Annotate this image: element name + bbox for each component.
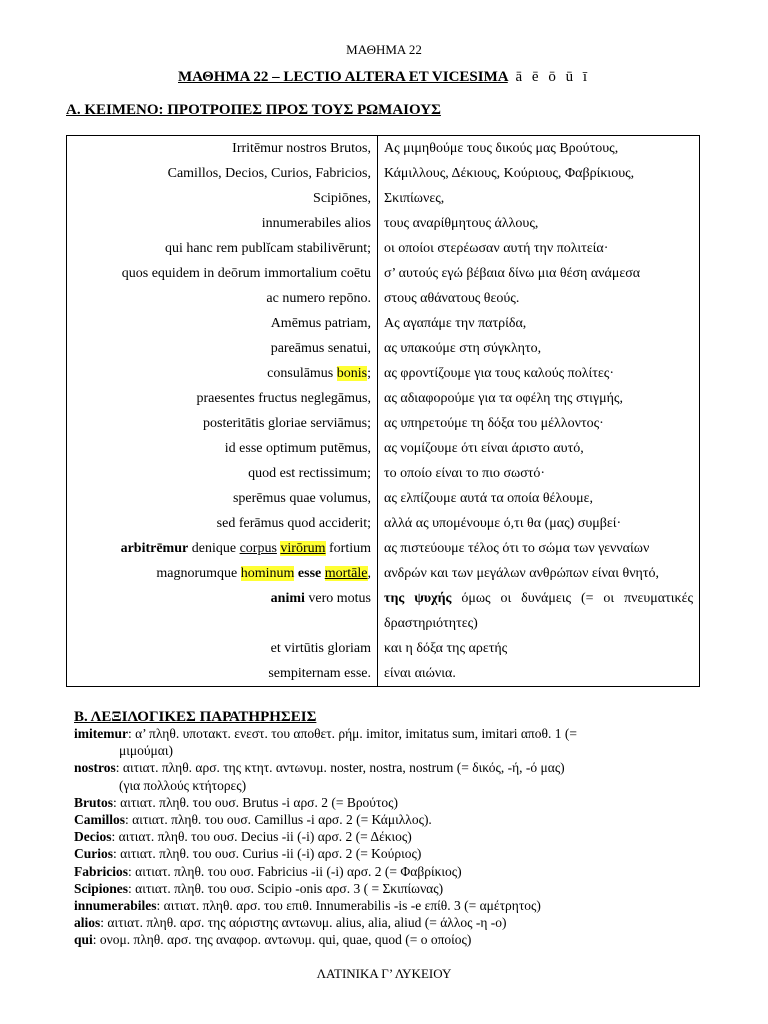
- vocab-entry: [74, 794, 674, 811]
- greek-translation-line: ας νομίζουμε ότι είναι άριστο αυτό,: [384, 441, 584, 456]
- greek-translation-line: Ας μιμηθούμε τους δικούς μας Βρούτους,: [384, 141, 619, 156]
- greek-translation-line: ας υπηρετούμε τη δόξα του μέλλοντος·: [384, 416, 604, 431]
- highlighted-word: bonis: [336, 366, 368, 381]
- text-row: [67, 436, 700, 461]
- greek-translation-line: οι οποίοι στερέωσαν αυτή την πολιτεία·: [384, 241, 609, 256]
- lesson-title-text: ΜΑΘΗΜΑ 22 – LECTIO ALTERA ET VICESIMA: [178, 69, 508, 85]
- vocab-definition: : ονομ. πληθ. αρσ. της αναφορ. αντωνυμ. qui, quae, quod (= ο οποίος): [92, 932, 472, 948]
- vocab-entry: [74, 725, 674, 742]
- greek-translation-line: στους αθάνατους θεούς.: [384, 291, 520, 306]
- page-header: ΜΑΘΗΜΑ 22: [346, 42, 422, 57]
- greek-translation-line: Κάμιλλους, Δέκιους, Κούριους, Φαβρίκιους,: [384, 166, 635, 181]
- text-row: [67, 586, 700, 636]
- vocab-definition: : αιτιατ. πληθ. του ουσ. Brutus -i αρσ. 2 (= Βρούτος): [113, 794, 399, 810]
- text-row: [67, 161, 700, 186]
- vocab-entry: [74, 759, 674, 776]
- latin-segment: vero motus: [304, 591, 371, 606]
- vocab-definition-continued: (για πολλούς κτήτορες): [119, 777, 247, 793]
- greek-translation-line: ανδρών και των μεγάλων ανθρώπων είναι θνητό,: [384, 566, 659, 581]
- vocab-term: qui: [74, 932, 93, 948]
- latin-segment: sperēmus quae volumus,: [232, 491, 371, 506]
- latin-line: [67, 536, 378, 561]
- text-row: [67, 311, 700, 336]
- greek-translation-line: είναι αιώνια.: [384, 666, 456, 681]
- latin-segment: consulāmus: [267, 366, 337, 381]
- section-a-heading: Α. ΚΕΙΜΕΝΟ: ΠΡΟΤΡΟΠΕΣ ΠΡΟΣ ΤΟΥΣ ΡΩΜΑΙΟΥΣ: [66, 102, 441, 118]
- latin-line: [67, 261, 378, 286]
- greek-translation-line: [378, 586, 700, 636]
- greek-translation-line: ας υπακούμε στη σύγκλητο,: [384, 341, 542, 356]
- vocab-term: imitemur: [74, 726, 128, 741]
- highlighted-word: hominum: [240, 566, 295, 581]
- vocab-entry: [74, 811, 674, 828]
- latin-line: [67, 461, 378, 486]
- latin-line: [67, 311, 378, 336]
- latin-line: [67, 161, 378, 186]
- greek-translation-line: Σκιπίωνες,: [384, 191, 445, 206]
- latin-line: [67, 186, 378, 211]
- greek-translation-line: ας φροντίζουμε για τους καλούς πολίτες·: [384, 366, 615, 381]
- latin-line: [67, 436, 378, 461]
- vocab-term: alios: [74, 915, 101, 931]
- latin-segment: denique: [188, 541, 240, 556]
- greek-translation-line: ας ελπίζουμε αυτά τα οποία θέλουμε,: [384, 491, 594, 506]
- latin-line: [67, 586, 378, 636]
- vocab-term: Fabricios: [74, 863, 128, 879]
- latin-segment: sed ferāmus quod acciderit;: [216, 516, 371, 531]
- latin-segment: Irritēmur nostros Brutos,: [232, 141, 371, 156]
- text-row: [67, 661, 700, 687]
- latin-segment: corpus: [239, 541, 277, 556]
- latin-segment: magnorumque: [156, 566, 241, 581]
- vocabulary-list: [74, 725, 674, 949]
- text-row: [67, 336, 700, 361]
- latin-segment: ,: [367, 566, 371, 581]
- text-row: [67, 561, 700, 586]
- latin-segment: sempiternam esse.: [268, 666, 371, 681]
- latin-segment: ;: [367, 366, 371, 381]
- vocab-definition-continued: μιμούμαι): [119, 743, 173, 759]
- latin-segment: praesentes fructus neglegāmus,: [196, 391, 371, 406]
- latin-line: [67, 386, 378, 411]
- vocab-definition: : α’ πληθ. υποτακτ. ενεστ. του αποθετ. ρήμ. imitor, imitatus sum, imitari αποθ. 1 (=: [127, 726, 577, 741]
- text-row: [67, 486, 700, 511]
- latin-line: [67, 636, 378, 661]
- vocab-term: innumerabiles: [74, 898, 157, 914]
- vocab-entry: [74, 897, 674, 914]
- page-footer: ΛΑΤΙΝΙΚΑ Γ’ ΛΥΚΕΙΟΥ: [316, 966, 452, 981]
- text-row: [67, 386, 700, 411]
- vocab-definition: : αιτιατ. πληθ. αρσ. του επιθ. Innumerabilis -is -e επίθ. 3 (= αμέτρητος): [156, 898, 541, 914]
- vocab-term: Scipiones: [74, 880, 129, 896]
- latin-segment: Camillos, Decios, Curios, Fabricios,: [167, 166, 371, 181]
- section-b-heading: Β. ΛΕΞΙΛΟΓΙΚΕΣ ΠΑΡΑΤΗΡΗΣΕΙΣ: [74, 709, 317, 725]
- vocab-definition: : αιτιατ. πληθ. του ουσ. Fabricius -ii (-i) αρσ. 2 (= Φαβρίκιος): [128, 863, 462, 879]
- greek-translation-line: ας αδιαφορούμε για τα οφέλη της στιγμής,: [384, 391, 623, 406]
- vocab-term: Brutos: [74, 794, 114, 810]
- latin-segment: parеāmus senatui,: [270, 341, 371, 356]
- text-row: [67, 636, 700, 661]
- latin-line: [67, 361, 378, 386]
- highlighted-word: mortāle: [324, 566, 368, 581]
- text-row: [67, 536, 700, 561]
- latin-segment: arbitrēmur: [120, 541, 189, 556]
- parallel-text-rows: [67, 136, 700, 687]
- vocab-definition: : αιτιατ. πληθ. αρσ. της αόριστης αντωνυμ. alius, alia, aliud (= άλλος -η -ο): [100, 915, 507, 931]
- text-row: [67, 261, 700, 286]
- latin-segment: esse: [297, 566, 322, 581]
- latin-line: [67, 286, 378, 311]
- greek-translation-line: Ας αγαπάμε την πατρίδα,: [384, 316, 527, 331]
- latin-segment: Amēmus patriam,: [270, 316, 371, 331]
- greek-segment: της ψυχής: [384, 591, 452, 606]
- vocab-entry: [74, 828, 674, 845]
- lesson-title: [0, 69, 768, 86]
- vocab-definition: : αιτιατ. πληθ. του ουσ. Camillus -i αρσ. 2 (= Κάμιλλος).: [125, 812, 432, 828]
- latin-line: [67, 661, 378, 687]
- vocab-entry: [74, 863, 674, 880]
- latin-segment: quod est rectissimum;: [248, 466, 371, 481]
- parallel-text-table: [66, 135, 700, 687]
- latin-line: [67, 136, 378, 162]
- vocab-definition: : αιτιατ. πληθ. αρσ. της κτητ. αντωνυμ. noster, nostra, nostrum (= δικός, -ή, -ό μας): [115, 760, 565, 776]
- text-row: [67, 211, 700, 236]
- latin-segment: innumerabiles alios: [261, 216, 371, 231]
- latin-segment: ac numero repōno.: [266, 291, 371, 306]
- text-row: [67, 461, 700, 486]
- greek-translation-line: ας πιστεύουμε τέλος ότι το σώμα των γενναίων: [384, 541, 650, 556]
- latin-line: [67, 211, 378, 236]
- latin-segment: id esse optimum putēmus,: [224, 441, 371, 456]
- vocab-entry: [74, 914, 674, 931]
- greek-translation-line: το οποίο είναι το πιο σωστό·: [384, 466, 546, 481]
- latin-line: [67, 411, 378, 436]
- vocab-term: nostros: [74, 760, 116, 776]
- vocab-entry: [74, 845, 674, 862]
- text-row: [67, 411, 700, 436]
- vocab-definition: : αιτιατ. πληθ. του ουσ. Decius -ii (-i) αρσ. 2 (= Δέκιος): [111, 829, 412, 845]
- latin-segment: fortium: [325, 541, 371, 556]
- greek-translation-line: αλλά ας υπομένουμε ό,τι θα (μας) συμβεί·: [384, 516, 622, 531]
- greek-translation-line: σ’ αυτούς εγώ βέβαια δίνω μια θέση ανάμεσα: [384, 266, 641, 281]
- text-row: [67, 511, 700, 536]
- vocab-definition: : αιτιατ. πληθ. του ουσ. Curius -ii (-i) αρσ. 2 (= Κούριος): [113, 846, 422, 862]
- macron-vowels: ā ē ō ū ī: [515, 69, 590, 85]
- text-row: [67, 286, 700, 311]
- vocab-entry: [74, 880, 674, 897]
- latin-segment: quos equidem in deōrum immortalium coētu: [121, 266, 371, 281]
- latin-line: [67, 561, 378, 586]
- latin-line: [67, 511, 378, 536]
- latin-segment: qui hanc rem publĭcam stabilivērunt;: [164, 241, 371, 256]
- highlighted-word: virōrum: [280, 541, 326, 556]
- greek-segment: όμως οι δυνάμεις (= οι πνευματικές δραστηριότητες): [384, 591, 693, 631]
- text-row: [67, 236, 700, 261]
- vocab-term: Curios: [74, 846, 114, 862]
- latin-segment: Scipiōnes,: [313, 191, 371, 206]
- latin-line: [67, 486, 378, 511]
- text-row: [67, 361, 700, 386]
- vocab-term: Decios: [74, 829, 112, 845]
- latin-line: [67, 236, 378, 261]
- vocab-entry: [74, 931, 674, 948]
- text-row: [67, 136, 700, 162]
- latin-line: [67, 336, 378, 361]
- text-row: [67, 186, 700, 211]
- greek-translation-line: τους αναρίθμητους άλλους,: [384, 216, 539, 231]
- greek-translation-line: και η δόξα της αρετής: [384, 641, 508, 656]
- latin-segment: animi: [270, 591, 305, 606]
- latin-segment: et virtūtis gloriam: [270, 641, 371, 656]
- latin-segment: posteritātis gloriae serviāmus;: [203, 416, 371, 431]
- vocab-term: Camillos: [74, 812, 126, 828]
- vocab-definition: : αιτιατ. πληθ. του ουσ. Scipio -onis αρσ. 3 ( = Σκιπίωνας): [128, 880, 444, 896]
